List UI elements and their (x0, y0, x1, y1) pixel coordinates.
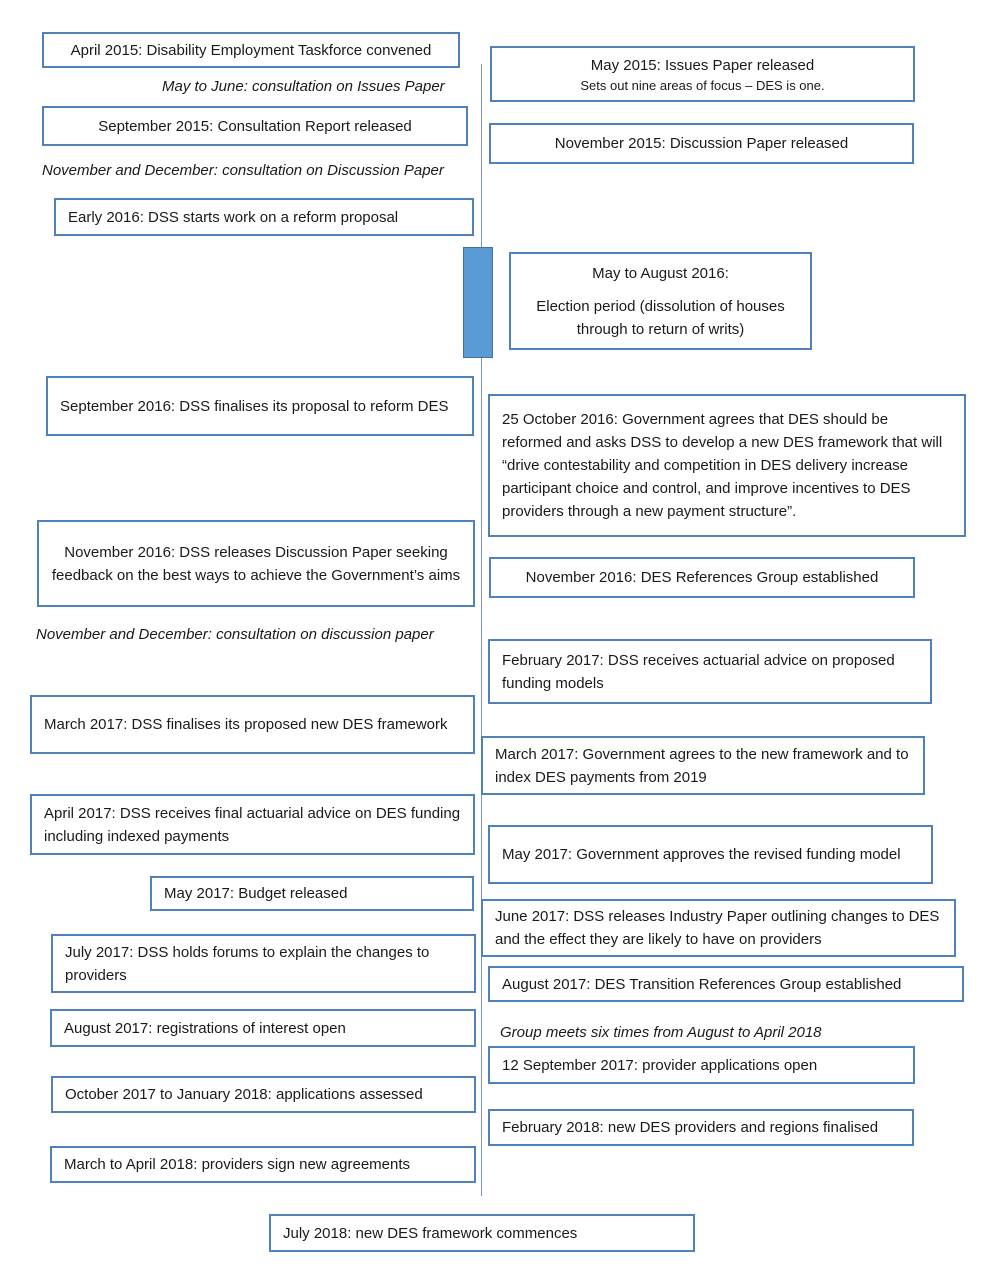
event-nov-2016-references-group (489, 557, 915, 598)
event-aug-2017-group (488, 966, 964, 1002)
note-group-meetings: Group meets six times from August to April 2018 (500, 1024, 822, 1041)
event-text: April 2015: Disability Employment Taskforce convened (70, 41, 432, 59)
event-text: September 2015: Consultation Report released (98, 117, 412, 135)
event-sep-2016 (46, 376, 474, 436)
event-text: May 2017: Budget released (164, 885, 348, 902)
event-feb-2018 (488, 1109, 914, 1146)
event-feb-2017 (488, 639, 932, 704)
event-text: Early 2016: DSS starts work on a reform proposal (68, 208, 399, 226)
event-nov-2016-discussion (37, 520, 475, 607)
event-subtext: Sets out nine areas of focus – DES is one. (580, 77, 825, 93)
event-apr-2015 (42, 32, 460, 68)
event-text: June 2017: DSS releases Industry Paper outlining changes to DES and the effect they are likely to have on providers (495, 908, 940, 948)
note-nov-dec-2016: November and December: consultation on discussion paper (36, 626, 434, 643)
event-text: March to April 2018: providers sign new agreements (64, 1156, 411, 1173)
event-text: November 2015: Discussion Paper released (554, 135, 849, 152)
event-text: April 2017: DSS receives final actuarial advice on DES funding including indexed payments (44, 804, 461, 845)
event-text: Election period (dissolution of houses through to return of writs) (536, 297, 785, 338)
event-text: November 2016: DSS releases Discussion Paper seeking feedback on the best ways to achieve the Government’s aims (51, 543, 461, 584)
note-nov-dec-2015: November and December: consultation on Discussion Paper (42, 162, 444, 179)
event-early-2016 (54, 198, 474, 236)
note-may-june-2015: May to June: consultation on Issues Paper (162, 78, 445, 95)
event-text: 25 October 2016: Government agrees that DES should be reformed and asks DSS to develop a new DES framework that will “drive contestability and competition in DES delivery increase participant choice and control, and improve incentives to DES providers through a new payment structure”. (502, 411, 943, 520)
event-text: March 2017: Government agrees to the new framework and to index DES payments from 2019 (495, 745, 909, 786)
event-may-2017-gov (488, 825, 933, 884)
event-text: August 2017: DES Transition References Group established (502, 975, 902, 993)
event-nov-2015 (489, 123, 914, 164)
event-sep-2017 (488, 1046, 915, 1084)
event-text: February 2017: DSS receives actuarial advice on proposed funding models (502, 651, 895, 692)
event-text: July 2017: DSS holds forums to explain the changes to providers (65, 943, 430, 984)
event-text: 12 September 2017: provider applications open (502, 1056, 818, 1074)
event-mar-2018 (50, 1146, 476, 1183)
event-jul-2018 (269, 1214, 695, 1252)
event-text: August 2017: registrations of interest open (64, 1019, 346, 1037)
event-jul-2017 (51, 934, 476, 993)
event-mar-2017-gov (481, 736, 925, 795)
timeline-axis (481, 64, 482, 1196)
event-oct-2016 (488, 394, 966, 537)
event-text: May 2015: Issues Paper released (590, 56, 815, 74)
event-text: May 2017: Government approves the revised funding model (502, 846, 901, 863)
event-text: September 2016: DSS finalises its proposal to reform DES (60, 397, 449, 415)
event-may-2017-budget (150, 876, 474, 911)
event-aug-2017-registrations (50, 1009, 476, 1047)
event-text: October 2017 to January 2018: applications assessed (65, 1086, 423, 1103)
event-election-period (509, 252, 812, 350)
event-oct-2017 (51, 1076, 476, 1113)
event-sep-2015 (42, 106, 468, 146)
event-may-2015 (490, 46, 915, 102)
event-text: November 2016: DES References Group established (525, 569, 879, 586)
event-title: May to August 2016: (592, 264, 729, 282)
event-jun-2017 (481, 899, 956, 957)
event-mar-2017-dss (30, 695, 475, 754)
event-text: March 2017: DSS finalises its proposed new DES framework (44, 716, 448, 733)
election-period-bar (463, 247, 493, 358)
event-text: July 2018: new DES framework commences (283, 1224, 578, 1242)
event-text: February 2018: new DES providers and regions finalised (502, 1119, 879, 1136)
event-apr-2017 (30, 794, 475, 855)
